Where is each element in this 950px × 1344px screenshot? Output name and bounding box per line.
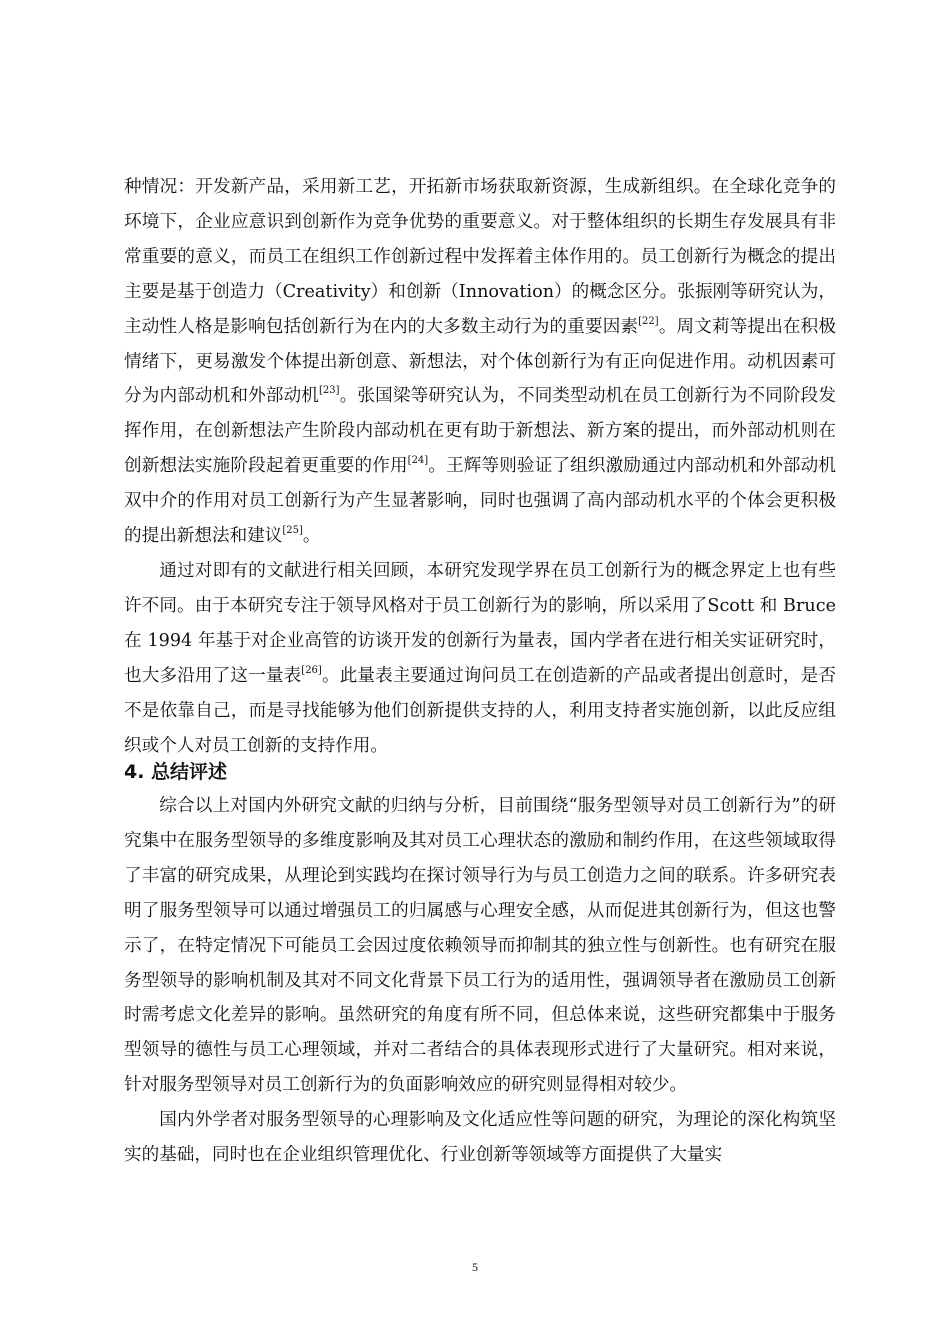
paragraph-1 [124,170,836,554]
paragraph-1-text-2: 。周文莉等提出在积极情绪下，更易激发个体提出新创意、新想法，对个体创新行为有正向促进作用。动机因素可分为内部动机和外部动机 [124,316,836,407]
citation-25: [25] [282,525,303,537]
paragraph-1-text-5: 。 [302,526,321,547]
paragraph-1-text-4: 。王辉等则验证了组织激励通过内部动机和外部动机双中介的作用对员工创新行为产生显著影响，同时也强调了高内部动机水平的个体会更积极的提出新想法和建议 [124,456,836,547]
page-number: 5 [472,1260,478,1274]
citation-24: [24] [407,455,429,467]
paragraph-2-text-2: 。此量表主要通过询问员工在创造新的产品或者提出创意时，是否不是依靠自己，而是寻找能够为他们创新提供支持的人，利用支持者实施创新，以此反应组织或个人对员工创新的支持作用。 [124,665,836,756]
section-heading: 4. 总结评述 [124,761,228,783]
citation-26: [26] [301,664,322,676]
paragraph-3: 综合以上对国内外研究文献的归纳与分析，目前围绕“服务型领导对员工创新行为”的研究集中在服务型领导的多维度影响及其对员工心理状态的激励和制约作用，在这些领域取得了丰富的研究成果，从理论到实践均在探讨领导行为与员工创造力之间的联系。许多研究表明了服务型领导可以通过增强员工的归属感与心理安全感，从而促进其创新行为，但这也警示了，在特定情况下可能员工会因过度依赖领导而抑制其的独立性与创新性。也有研究在服务型领导的影响机制及其对不同文化背景下员工行为的适用性，强调领导者在激励员工创新时需考虑文化差异的影响。虽然研究的角度有所不同，但总体来说，这些研究都集中于服务型领导的德性与员工心理领域，并对二者结合的具体表现形式进行了大量研究。相对来说，针对服务型领导对员工创新行为的负面影响效应的研究则显得相对较少。 [124,796,836,1096]
paragraph-1-text-1: 种情况：开发新产品，采用新工艺，开拓新市场获取新资源，生成新组织。在全球化竞争的环境下，企业应意识到创新作为竞争优势的重要意义。对于整体组织的长期生存发展具有非常重要的意义，而员工在组织工作创新过程中发挥着主体作用的。员工创新行为概念的提出主要是基于创造力（Creativity）和创新（Innovation）的概念区分。张振刚等研究认为，主动性人格是影响包括创新行为在内的大多数主动行为的重要因素 [124,177,836,337]
paragraph-2 [124,554,836,763]
paragraph-1-text-3: 。张国梁等研究认为，不同类型动机在员工创新行为不同阶段发挥作用，在创新想法产生阶段内部动机在更有助于新想法、新方案的提出，而外部动机则在创新想法实施阶段起着更重要的作用 [124,386,836,477]
body-text-lower [124,789,836,1173]
paragraph-2-text-1: 通过对即有的文献进行相关回顾，本研究发现学界在员工创新行为的概念界定上也有些许不同。由于本研究专注于领导风格对于员工创新行为的影响，所以采用了Scott 和 Bruce 在 1994 年基于对企业高管的访谈开发的创新行为量表，国内学者在进行相关实证研究时，也大多沿用了这一量表 [124,560,836,686]
citation-23: [23] [319,385,340,397]
body-text-upper [124,170,836,763]
citation-22: [22] [638,315,659,327]
paragraph-4: 国内外学者对服务型领导的心理影响及文化适应性等问题的研究，为理论的深化构筑坚实的基础，同时也在企业组织管理优化、行业创新等领域等方面提供了大量实 [124,1110,836,1166]
